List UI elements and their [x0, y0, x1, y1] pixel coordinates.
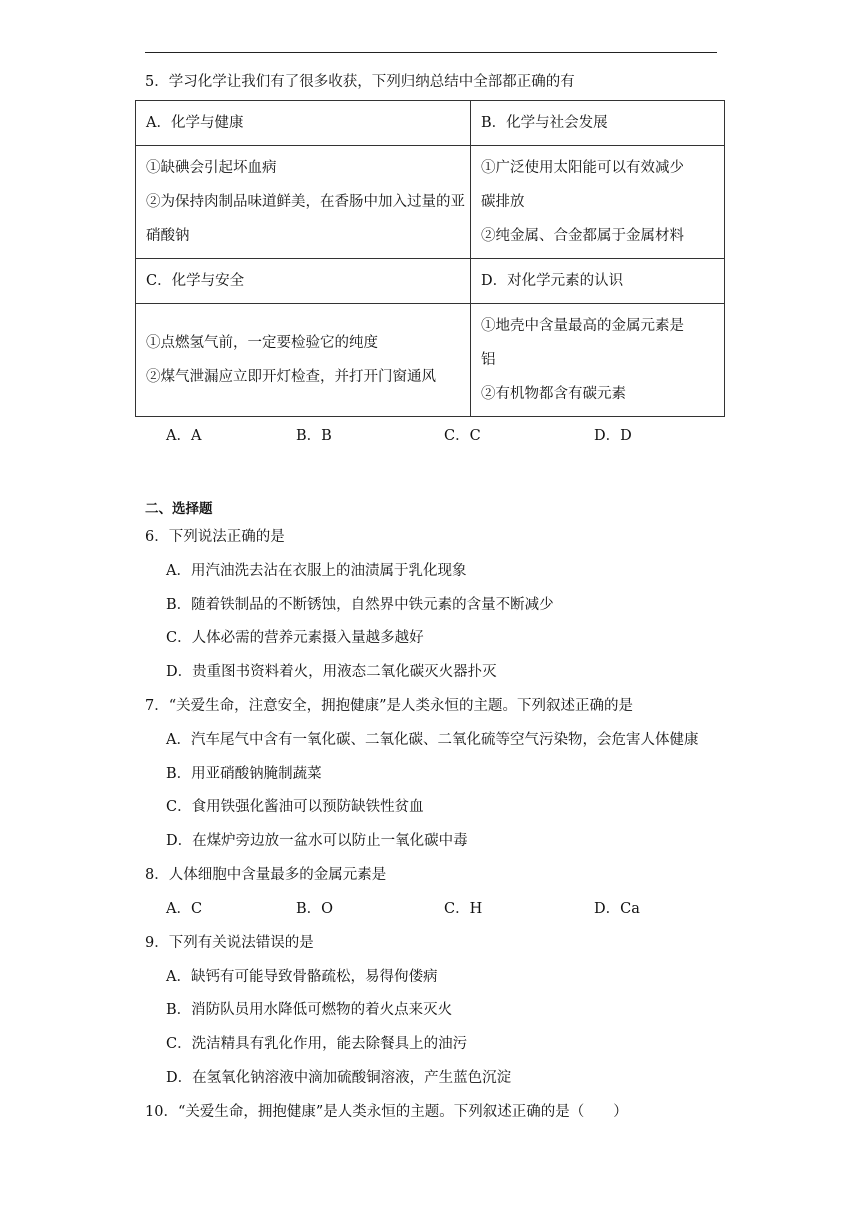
- q8-option-d[interactable]: D．Ca: [594, 901, 640, 917]
- q7-stem: 7．“关爱生命，注意安全，拥抱健康”是人类永恒的主题。下列叙述正确的是: [145, 698, 634, 714]
- cell-d-head: D．对化学元素的认识: [471, 259, 725, 304]
- cell-a-line-3: 硝酸钠: [146, 228, 190, 244]
- cell-c-head: C．化学与安全: [136, 259, 471, 304]
- cell-c-line-1: ①点燃氢气前，一定要检验它的纯度: [146, 335, 378, 351]
- cell-c-line-2: ②煤气泄漏应立即开灯检查，并打开门窗通风: [146, 369, 436, 385]
- q8-stem: 8．人体细胞中含量最多的金属元素是: [145, 867, 387, 883]
- cell-d-line-3: ②有机物都含有碳元素: [481, 386, 626, 402]
- q6-option-d[interactable]: D．贵重图书资料着火，用液态二氧化碳灭火器扑灭: [166, 664, 497, 680]
- q9-stem: 9．下列有关说法错误的是: [145, 935, 314, 951]
- q5-option-b[interactable]: B．B: [296, 428, 332, 444]
- q8-option-a[interactable]: A．C: [166, 901, 203, 917]
- cell-c-body: [136, 304, 471, 417]
- summary-table: [135, 100, 725, 417]
- q7-option-b[interactable]: B．用亚硝酸钠腌制蔬菜: [166, 766, 322, 782]
- cell-d-line-2: 铝: [481, 352, 496, 368]
- q9-option-d[interactable]: D．在氢氧化钠溶液中滴加硫酸铜溶液，产生蓝色沉淀: [166, 1070, 512, 1086]
- q6-option-c[interactable]: C．人体必需的营养元素摄入量越多越好: [166, 630, 424, 646]
- q6-option-b[interactable]: B．随着铁制品的不断锈蚀，自然界中铁元素的含量不断减少: [166, 597, 554, 613]
- q5-stem: 5．学习化学让我们有了很多收获，下列归纳总结中全部都正确的有: [145, 74, 575, 90]
- cell-a-body: [136, 146, 471, 259]
- q7-option-d[interactable]: D．在煤炉旁边放一盆水可以防止一氧化碳中毒: [166, 833, 468, 849]
- q7-option-a[interactable]: A．汽车尾气中含有一氧化碳、二氧化碳、二氧化硫等空气污染物，会危害人体健康: [166, 732, 699, 748]
- cell-a-line-2: ②为保持肉制品味道鲜美，在香肠中加入过量的亚: [146, 194, 465, 210]
- q6-stem: 6．下列说法正确的是: [145, 529, 285, 545]
- q5-option-d[interactable]: D．D: [594, 428, 632, 444]
- cell-d-line-1: ①地壳中含量最高的金属元素是: [481, 318, 684, 334]
- q5-option-c[interactable]: C．C: [444, 428, 481, 444]
- q9-option-a[interactable]: A．缺钙有可能导致骨骼疏松，易得佝偻病: [166, 969, 438, 985]
- q8-option-b[interactable]: B．O: [296, 901, 334, 917]
- q8-option-c[interactable]: C．H: [444, 901, 483, 917]
- cell-b-line-1: ①广泛使用太阳能可以有效减少: [481, 160, 684, 176]
- q7-option-c[interactable]: C．食用铁强化酱油可以预防缺铁性贫血: [166, 799, 424, 815]
- section-title: 二、选择题: [145, 501, 213, 517]
- header-rule: [145, 52, 717, 53]
- q9-option-b[interactable]: B．消防队员用水降低可燃物的着火点来灭火: [166, 1002, 453, 1018]
- cell-a-line-1: ①缺碘会引起坏血病: [146, 160, 277, 176]
- cell-b-head: B．化学与社会发展: [471, 101, 725, 146]
- q9-option-c[interactable]: C．洗洁精具有乳化作用，能去除餐具上的油污: [166, 1036, 468, 1052]
- cell-b-line-3: ②纯金属、合金都属于金属材料: [481, 228, 684, 244]
- q5-option-a[interactable]: A．A: [166, 428, 202, 444]
- cell-d-body: [471, 304, 725, 417]
- q6-option-a[interactable]: A．用汽油洗去沾在衣服上的油渍属于乳化现象: [166, 563, 467, 579]
- cell-a-head: A．化学与健康: [136, 101, 471, 146]
- cell-b-body: [471, 146, 725, 259]
- cell-b-line-2: 碳排放: [481, 194, 525, 210]
- q10-stem: 10．“关爱生命，拥抱健康”是人类永恒的主题。下列叙述正确的是（ ）: [145, 1104, 628, 1120]
